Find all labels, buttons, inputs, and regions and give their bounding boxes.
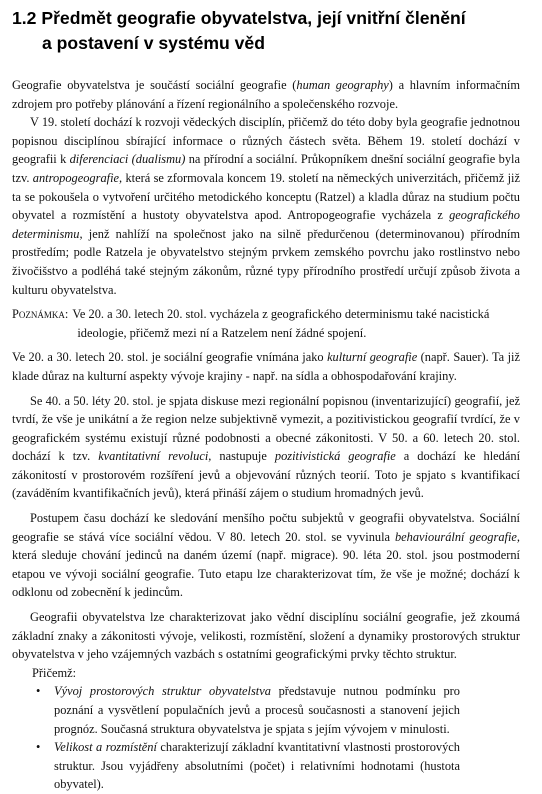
emphasis-point-term: Vývoj prostorových struktur obyvatelstva [54, 684, 271, 699]
section-heading [12, 6, 520, 56]
text-run: nastupuje [211, 449, 275, 464]
paragraph-behavioural-geography [12, 509, 520, 602]
text-run: (např. Sauer). Ta již klade důraz na kulturní aspekty vývoje krajiny - např. na sídla a obhospodařování krajiny. [12, 350, 520, 383]
text-run: jenž nahlíží na společnost jako na silně předurčenou (determinovanou) přírodním prostředím; podle Ratzela je obyvatelstvo stejným prvkem zemského povrchu jako rostlinstvo nebo živočišstvo a podléhá také stejným zákonům, různé typy přírodního prostředí určují způsob života a kulturu obyvatelstva. [12, 226, 520, 297]
point-text: představuje nutnou podmínku pro poznání a vysvětlení populačních jevů a procesů současnosti a stanovení jejich prognóz. Současná struktura obyvatelstva je spjata s jejím vývojem v minulosti. [54, 684, 460, 736]
points-list [12, 682, 520, 794]
emphasis-determinism: geografického determinismu, [12, 208, 520, 241]
text-run: Se 40. a 50. léty 20. stol. je spjata diskuse mezi regionální popisnou (inventarizující) geografií, jež tvrdí, že vše je unikátní a že region nelze subjektivně vymezit, a pozitivistickou geografií tvrdící, že v geografickém systému existují různé podobnosti a obecné zákonitosti. V 50. a 60. letech 20. stol. dochází k tzv. [12, 393, 520, 464]
paragraph-19th-century [12, 113, 520, 299]
text-run: ) a hlavním informačním zdrojem pro potřeby plánování a řízení regionálního a společenského rozvoje. [12, 78, 520, 111]
section-heading-line1: 1.2 Předmět geografie obyvatelstva, její vnitřní členění [12, 8, 466, 28]
while-label: Přičemž: [32, 665, 77, 680]
text-run: na přírodní a sociální. Průkopníkem dnešní sociální geografie byla tzv. [12, 152, 520, 185]
emphasis-behavioural-geography: behaviourální geografie, [394, 529, 521, 544]
list-item [54, 738, 520, 794]
note-label: Poznámka: [12, 307, 69, 322]
paragraph-definition [12, 608, 520, 664]
text-run: a dochází ke hledání zákonitostí v prostorovém rozšíření jevů a objevování různých teorií. Toto je spjato s kvantifikací (zaváděním kvantifikačních jevů), která přináší zájem o studium hromadných jevů. [12, 449, 521, 501]
text-run: která sleduje chování jedinců na daném území (např. migrace). 90. léta 20. stol. jsou postmoderní etapou ve vývoji sociální geografie. Tuto etapu lze charakterizovat tím, že vše je možné; dochází k odklonu od zobecnění k jedincům. [12, 548, 520, 600]
emphasis-positivist-geography: pozitivistická geografie [274, 449, 396, 464]
list-item [54, 682, 520, 738]
paragraph-cultural-geography [12, 348, 520, 385]
text-run: V 19. století dochází k rozvoji vědeckých disciplín, přičemž do této doby byla geografie jednotnou popisnou disciplínou sbírající informace o různých částech světa. Během 19. století dochází v geografii k [12, 115, 520, 167]
note-body [72, 305, 520, 342]
paragraph-intro [12, 76, 520, 113]
emphasis-differentiation: diferenciaci (dualismu) [69, 152, 186, 167]
note-line1: Ve 20. a 30. letech 20. stol. vycházela z geografického determinismu také nacistická [72, 307, 490, 322]
text-run: Postupem času dochází ke sledování menšího počtu subjektů v geografii obyvatelstva. Sociální geografie se stává více sociální vědou. V 80. letech 20. stol. se vyvinula [12, 511, 520, 544]
text-run: Geografie obyvatelstva je součástí sociální geografie ( [12, 78, 297, 92]
note-line2: ideologie, přičemž mezi ní a Ratzelem není žádné spojení. [77, 325, 367, 340]
emphasis-point-term: Velikost a rozmístění [54, 740, 157, 755]
text-run: Geografii obyvatelstva lze charakterizovat jako vědní disciplínu sociální geografie, jež zkoumá základní znaky a zákonitosti vývoje, velikosti, rozmístění, složení a dynamiky prostorových struktur obyvatelstva v jeho vzájemných vazbách s ostatními geografickými prvky těchto struktur. [12, 610, 520, 662]
emphasis-anthropogeography: antropogeografie, [32, 170, 123, 185]
emphasis-cultural-geography: kulturní geografie [327, 350, 418, 365]
emphasis-quantitative-revolution: kvantitativní revoluci, [98, 449, 212, 464]
point-text: charakterizují základní kvantitativní vlastnosti prostorových struktur. Jsou vyjádřeny absolutními (počet) i relativními hodnotami (hustota obyvatel). [54, 740, 460, 792]
text-run: Ve 20. a 30. letech 20. stol. je sociální geografie vnímána jako [12, 350, 328, 365]
paragraph-quantitative-revolution [12, 392, 520, 504]
section-heading-line2: a postavení v systému věd [42, 33, 265, 53]
emphasis-human-geography: human geography [296, 78, 389, 92]
text-run: která se zformovala koncem 19. století na německých univerzitách, přičemž již ta se pokoušela o vytvoření určitého metodického konceptu (Ratzel) a kladla důraz na studium počtu obyvatel a rozmístění a hustoty obyvatelstva apod. Antropogeografie vycházela z [12, 170, 520, 223]
note-block [12, 305, 520, 342]
